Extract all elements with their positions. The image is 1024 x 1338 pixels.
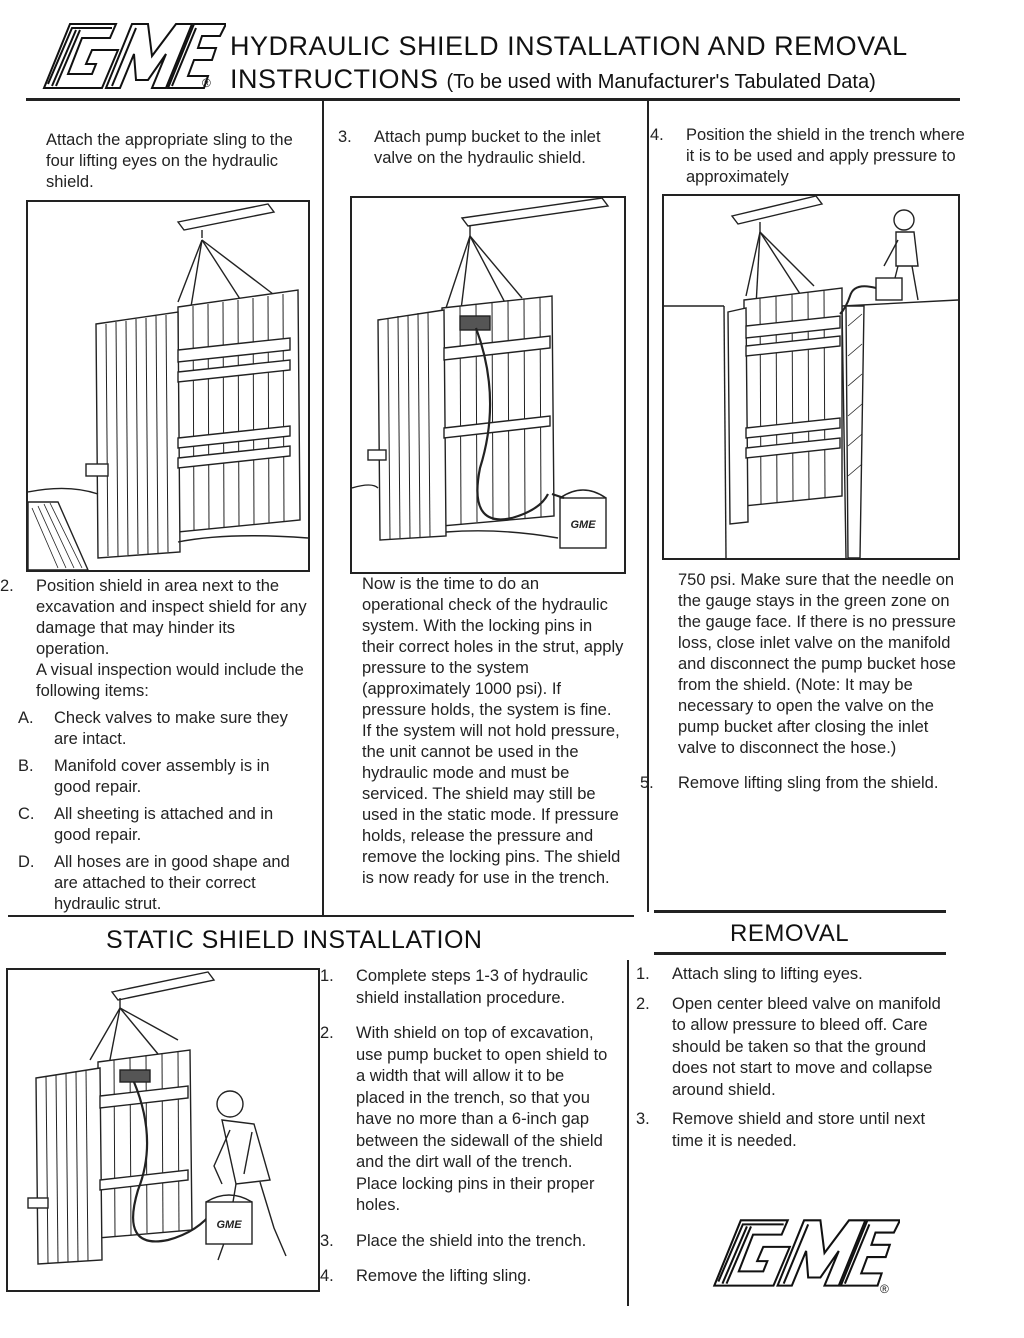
inspection-item-c: [18, 804, 308, 846]
bottom-column-divider: [627, 960, 629, 1306]
hydraulic-step-5-text: Remove lifting sling from the shield.: [678, 774, 939, 792]
hydraulic-step-4-text: Position the shield in the trench where it is to be used and apply pressure to approximately: [686, 126, 965, 186]
static-step-3-number: 3.: [320, 1231, 334, 1250]
inspection-item-b-text: Manifold cover assembly is in good repair.: [54, 757, 270, 796]
static-step-1-number: 1.: [320, 967, 334, 985]
title-line-2: INSTRUCTIONS: [230, 64, 439, 94]
illustration-pump-bucket-attached: [350, 196, 626, 574]
page-title: [230, 30, 1010, 99]
bottom-logo-registered-mark: ®: [880, 1282, 889, 1296]
inspection-item-c-letter: C.: [18, 805, 35, 823]
hydraulic-step-5: [640, 773, 960, 794]
removal-heading: REMOVAL: [730, 920, 850, 947]
static-step-4-number: 4.: [320, 1267, 334, 1285]
hydraulic-step-5-number: 5.: [640, 774, 654, 792]
removal-step-2: [636, 994, 954, 1102]
inspection-item-a-letter: A.: [18, 709, 34, 727]
hydraulic-step-1: [46, 130, 308, 193]
static-step-4: [320, 1266, 614, 1288]
inspection-item-a-text: Check valves to make sure they are intact.: [54, 709, 288, 748]
gme-logo-top: [30, 14, 226, 100]
column-divider-1: [322, 100, 324, 916]
static-step-1: [320, 966, 614, 1009]
hydraulic-step-3-text: Attach pump bucket to the inlet valve on the hydraulic shield.: [374, 128, 601, 167]
static-step-2-text: With shield on top of excavation, use pump bucket to open shield to a width that will allow it to be placed in the trench, so that you have no more than a 6-inch gap between the sidewall of the shield and the dirt wall of the trench. Place locking pins in their proper holes.: [356, 1024, 608, 1214]
gme-logo-bottom: [700, 1206, 900, 1302]
inspection-item-a: [18, 708, 308, 750]
static-steps: [320, 966, 614, 1288]
hydraulic-step-4: [650, 125, 968, 188]
hydraulic-step-3-continued: [362, 574, 624, 889]
illustration-shield-lifting: [26, 200, 310, 572]
hydraulic-step-4-number: 4.: [650, 126, 664, 144]
title-note: (To be used with Manufacturer's Tabulated Data): [446, 71, 876, 93]
removal-step-3-text: Remove shield and store until next time it is needed.: [672, 1110, 926, 1150]
hydraulic-step-3-continued-text: Now is the time to do an operational check of the hydraulic system. With the locking pins in their correct holes in the strut, apply pressure to the system (approximately 1000 psi). If pressure holds, the system is fine. If the system will not hold pressure, the unit cannot be used in the hydraulic mode and must be serviced. The shield may still be used in the static mode. If pressure holds, release the pressure and remove the locking pins. The shield is now ready for use in the trench.: [362, 575, 624, 887]
illustration-static-installation: [6, 968, 320, 1292]
static-step-3: [320, 1231, 614, 1253]
removal-step-2-text: Open center bleed valve on manifold to allow pressure to bleed off. Care should be taken so that the ground does not start to move and collapse around shield.: [672, 994, 941, 1099]
hydraulic-step-1-text: Attach the appropriate sling to the four lifting eyes on the hydraulic shield.: [46, 131, 293, 191]
static-section-heading: STATIC SHIELD INSTALLATION: [106, 926, 483, 954]
static-step-2-number: 2.: [320, 1024, 334, 1042]
hydraulic-step-3: [338, 127, 628, 169]
removal-step-1-number: 1.: [636, 965, 650, 983]
removal-step-2-number: 2.: [636, 994, 650, 1013]
static-step-3-text: Place the shield into the trench.: [356, 1231, 587, 1250]
hydraulic-step-2-number: 2.: [0, 577, 14, 595]
static-step-1-text: Complete steps 1-3 of hydraulic shield installation procedure.: [356, 967, 589, 1007]
hydraulic-step-2-visual: A visual inspection would include the following items:: [36, 661, 304, 700]
inspection-item-b-letter: B.: [18, 757, 34, 775]
removal-steps: [636, 964, 954, 1152]
inspection-item-d: [18, 852, 308, 915]
removal-step-3: [636, 1109, 954, 1152]
hydraulic-step-4-para: [650, 125, 968, 188]
hydraulic-step-4-continued: [640, 570, 960, 794]
hydraulic-step-3-number: 3.: [338, 128, 352, 146]
illustration-shield-in-trench: [662, 194, 960, 560]
title-line-2-row: [230, 63, 1010, 99]
removal-step-1-text: Attach sling to lifting eyes.: [672, 965, 863, 983]
title-line-1: HYDRAULIC SHIELD INSTALLATION AND REMOVAL: [230, 31, 908, 61]
inspection-item-c-text: All sheeting is attached and in good repair.: [54, 805, 274, 844]
hydraulic-step-2: [0, 576, 308, 915]
removal-rule-top: [654, 910, 946, 913]
inspection-item-d-letter: D.: [18, 853, 35, 871]
static-bucket-logo-label: GME: [216, 1219, 242, 1231]
removal-step-1: [636, 964, 954, 986]
hydraulic-step-3-para: [338, 127, 628, 169]
removal-step-3-number: 3.: [636, 1110, 650, 1128]
logo-registered-mark: ®: [202, 76, 211, 90]
static-section-rule: [8, 915, 634, 917]
bucket-logo-label: GME: [570, 519, 596, 531]
hydraulic-step-2-text: Position shield in area next to the excavation and inspect shield for any damage that may hinder its operation.: [36, 577, 307, 658]
inspection-item-b: [18, 756, 308, 798]
hydraulic-step-2-para: [0, 576, 308, 660]
removal-rule-bottom: [654, 952, 946, 955]
hydraulic-step-4-continued-text: 750 psi. Make sure that the needle on the gauge stays in the green zone on the gauge face. If there is no pressure loss, close inlet valve on the manifold and disconnect the pump bucket hose from the shield. (Note: It may be necessary to open the valve on the pump bucket after closing the inlet valve to disconnect the hose.): [678, 571, 956, 757]
inspection-item-d-text: All hoses are in good shape and are attached to their correct hydraulic strut.: [54, 853, 290, 913]
header-rule: [26, 98, 960, 101]
static-step-2: [320, 1023, 614, 1217]
static-step-4-text: Remove the lifting sling.: [356, 1267, 532, 1285]
